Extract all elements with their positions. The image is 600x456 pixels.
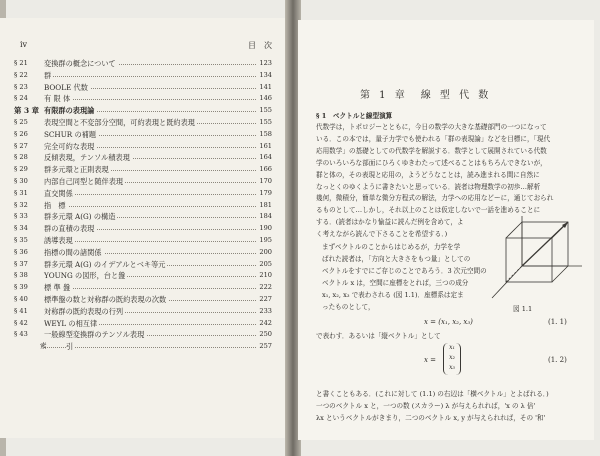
equation-lead-text [316,331,441,343]
toc-section-title: 一般線型変換群のテンソル表現 [44,330,145,340]
toc-section-number: § 31 [14,188,28,197]
text-line: 応用数学」の基礎としての代数学を解説する．数学として展開されている代数 [316,146,547,155]
text-line: する．(読者はかなり愉益に読んだ例を含めて，よ [316,218,464,227]
toc-section-number: § 40 [14,294,28,303]
toc-page-number: 250 [257,329,272,341]
toc-row [14,211,272,223]
toc-page-number: 166 [257,164,272,176]
toc-chapter-row [14,105,272,117]
toc-page-number: 123 [257,58,272,70]
toc-page-number: 155 [257,105,272,117]
toc-page-number: 227 [257,294,272,306]
toc-section-number: § 32 [14,200,28,209]
paragraph-scalar [316,389,549,425]
toc-page-number: 233 [257,306,272,318]
equation-1-1-label: (1. 1) [548,318,567,326]
toc-section-number: § 27 [14,141,28,150]
toc-section-title: 群多元環と正則表現 [44,165,109,175]
toc-row [14,247,272,259]
toc-row [14,235,272,247]
toc-section-number: § 22 [14,70,28,79]
toc-page-number: 222 [257,282,272,294]
equation-1-2-label: (1. 2) [548,356,567,364]
toc-section-number: 第 3 章 [14,106,40,116]
toc-section-title: 対称群の既約表現の行列 [44,306,124,316]
toc-row [14,294,272,306]
text-line: なっとくのゆくように書きたいと思っている．読者は物理数学の初歩…解析 [316,182,541,191]
toc-leader-dots [44,99,258,100]
toc-row [14,259,272,271]
text-line: ベクトル x は，空間に座標をとれば，三つの成分 [322,278,469,287]
toc-section-number: § 42 [14,318,28,327]
toc-section-title: 群多元環 A(G) の構造 [44,212,116,222]
toc-section-number: § 38 [14,271,28,280]
text-line: ばれた読者は，「方向と大きさをもつ量」としての [322,254,471,263]
left-page-header: 目 次 [248,41,272,50]
text-line: まずベクトルのことからはじめるが，力学を学 [322,243,461,251]
toc-row [14,152,272,164]
toc-section-title: 引 [66,342,74,352]
toc-section-number: § 43 [14,330,28,339]
table-of-contents [14,58,272,353]
toc-row [14,176,272,188]
toc-leader-dots [44,347,258,348]
toc-row [14,306,272,318]
paragraph-vector [322,242,487,313]
text-line: 幾何，微積分，簡単な微分方程式の解法，力学への応用などーに，通じておられ [316,194,554,203]
toc-section-title: 指 標 [44,200,66,210]
toc-page-number: 141 [257,82,272,94]
toc-page-number: 158 [257,129,272,141]
column-vector [443,343,461,375]
vector-component: x₂ [449,354,455,361]
toc-section-title: 直交関係 [44,188,73,198]
toc-section-title: YOUNG の図形，台と盤 [44,271,126,281]
toc-section-title: SCHUR の補題 [44,129,97,139]
toc-leader-dots [44,206,258,207]
toc-section-title: 群の直積の表現 [44,224,95,234]
toc-row [14,270,272,282]
toc-section-number: § 41 [14,306,28,315]
section-title: § 1 ベクトルと線型演算 [316,112,393,120]
toc-page-number: 242 [257,318,272,330]
text-line: るものとして…しかし，それ以上のことは仮定しないで一話を進めることに [316,206,541,215]
text-line: ったものとして， [322,302,375,311]
toc-leader-dots [44,288,258,289]
vector-x [522,222,568,266]
text-line: で表わす．あるいは「縦ベクトル」として [316,332,441,340]
toc-section-title: 有限群の表現論 [44,106,95,116]
toc-section-number: 索 [40,342,47,351]
toc-page-number: 134 [257,70,272,82]
toc-page-number: 190 [257,223,272,235]
toc-section-title: 反傾表現，テンソル積表現 [44,153,130,163]
toc-page-number: 184 [257,211,272,223]
toc-section-number: § 37 [14,259,28,268]
toc-row [14,164,272,176]
toc-row [14,129,272,141]
toc-page-number: 181 [257,200,272,212]
figure-vector-cube [484,216,584,302]
toc-section-number: § 34 [14,224,28,233]
toc-row [14,188,272,200]
toc-section-title: 群多元環 A(G) のイデアルとベキ等元 [44,259,166,269]
toc-section-number: § 26 [14,129,28,138]
toc-row [14,141,272,153]
text-line: 学のいろいろな部面にひろくゆきわたって述べることはもちろんできないが， [316,158,547,167]
toc-row [14,117,272,129]
figure-caption: 図 1.1 [513,305,533,313]
toc-row [14,282,272,294]
toc-section-number: § 21 [14,59,28,67]
toc-page-number: 200 [257,247,272,259]
toc-row [14,93,272,105]
vector-component: x₃ [449,364,455,371]
toc-section-number: § 29 [14,165,28,174]
toc-page-number: 161 [257,141,272,153]
toc-section-number: § 33 [14,212,28,221]
toc-page-number: 164 [257,152,272,164]
toc-section-title: 誘導表現 [44,235,73,245]
toc-section-title: WEYL の相互律 [44,318,98,328]
toc-section-number: § 39 [14,283,28,292]
toc-row [14,341,272,353]
toc-section-title: 表現空間と不変部分空間，可約表現と既約表現 [44,117,195,127]
text-line: く考えながら読んで下さることを希望する．) [316,230,448,239]
toc-section-number: § 35 [14,235,28,244]
toc-row [14,329,272,341]
toc-page-number: 155 [257,117,272,129]
toc-section-title: 有 限 体 [44,94,71,104]
text-line: 一つのベクトル x と，一つの数 (スカラー) λ が与えられれば，'x の λ 倍' [316,401,536,410]
toc-section-number: § 36 [14,247,28,256]
toc-section-number: § 25 [14,117,28,126]
toc-section-number: § 30 [14,176,28,185]
toc-row [14,82,272,94]
toc-row [14,70,272,82]
equation-1-2-lhs: x = [424,356,437,364]
text-line: 代数学は，トポロジーとともに，今日の数学の大きな基礎部門の一つになって [316,123,547,131]
chapter-title: 第 1 章 線 型 代 数 [360,90,492,101]
toc-page-number: 179 [257,188,272,200]
toc-section-number: § 23 [14,82,28,91]
left-page-number: iv [20,40,28,49]
toc-page-number: 195 [257,235,272,247]
text-line: 群と体の，その表現と応用の，ようどうなことは，読み進まれる間に自然に [316,170,540,179]
equation-1-1: x = (x₁, x₂, x₃) [424,318,473,326]
text-line: ベクトルをすでにご存じのことであろう．3 次元空間の [322,266,487,275]
toc-section-title: 変換群の概念について [44,59,116,68]
toc-section-title: BOOLE 代数 [44,82,88,92]
toc-row [14,200,272,212]
toc-page-number: 205 [257,259,272,271]
toc-leader-dots [44,194,258,195]
vector-component: x₁ [449,344,455,351]
toc-section-title: 完全可約な表現 [44,141,95,151]
toc-page-number: 170 [257,176,272,188]
toc-section-title: 群 [44,70,52,80]
toc-leader-dots [44,76,258,77]
text-line: と書くこともある．(これに対して (1.1) の右辺は「横ベクトル」とよばれる．) [316,390,549,398]
toc-section-title: 標準盤の数と対称群の既約表現の次数 [44,294,167,304]
toc-page-number: 210 [257,270,272,282]
text-line: いる．この本では，量子力学でも使われる「群の表現論」などを目標に，「現代 [316,134,551,143]
toc-section-title: 標 準 盤 [44,283,71,293]
cube-edge [552,266,568,282]
toc-row [14,58,272,70]
text-line: x₁, x₂, x₃ で表わされる (図 1.1)．座標系は定ま [322,290,464,299]
toc-section-title: 内部自己同型と随伴表現 [44,176,124,186]
toc-page-number: 257 [257,341,272,353]
text-line: λx というベクトルがきまり，二つのベクトル x, y が与えられれば，その '和' [316,413,546,422]
toc-row [14,223,272,235]
toc-section-title: 指標の間の諸関係 [44,247,102,257]
toc-leader-dots [44,241,258,242]
toc-section-number: § 24 [14,94,28,103]
cube-edge [506,222,522,238]
toc-row [14,318,272,330]
toc-page-number: 146 [257,93,272,105]
toc-section-number: § 28 [14,153,28,162]
